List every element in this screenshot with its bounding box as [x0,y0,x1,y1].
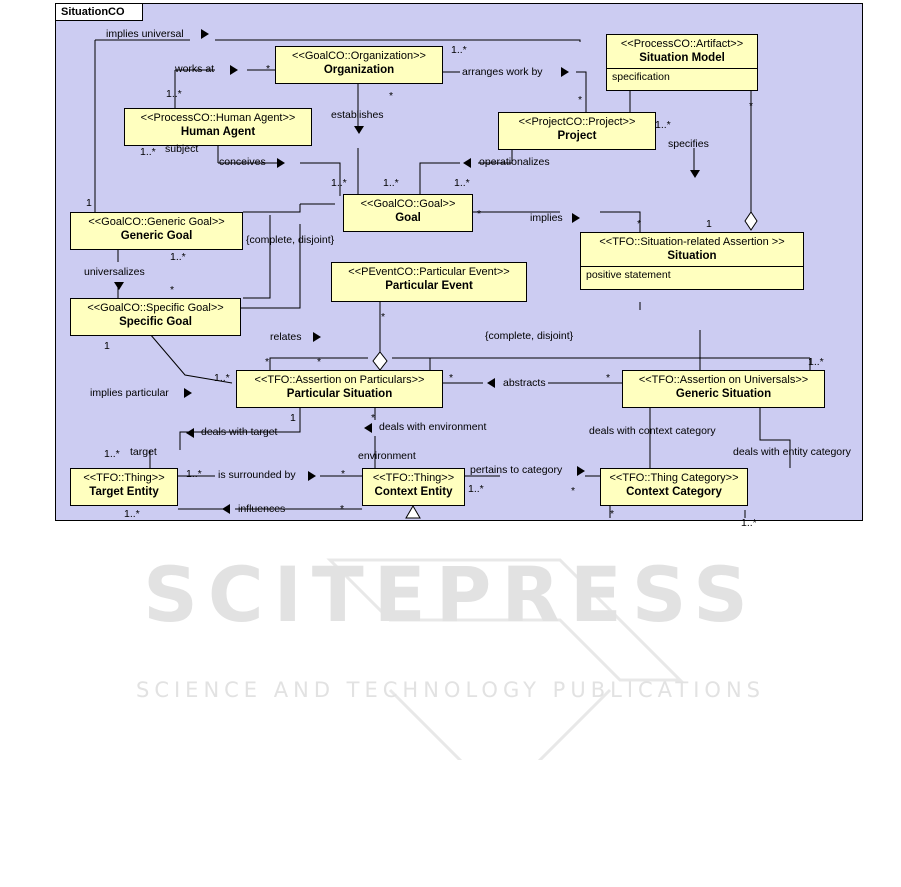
multiplicity: 1 [86,197,92,209]
class-name: Situation Model [639,52,725,64]
class-stereotype: <<ProcessCO::Human Agent>> [140,112,296,124]
multiplicity: * [571,485,576,497]
label-works-at: works at [175,63,215,75]
watermark [0,530,901,760]
direction-arrow-icon [184,388,192,398]
label-implies-particular: implies particular [90,387,169,399]
direction-arrow-icon [313,332,321,342]
class-name: Organization [323,64,395,76]
direction-arrow-icon [561,67,569,77]
label-operationalizes: operationalizes [479,156,550,168]
multiplicity: 1..* [140,146,156,158]
direction-arrow-icon [463,158,471,168]
multiplicity: 1 [104,340,110,352]
direction-arrow-icon [186,428,194,438]
label-deals-with-target: deals with target [201,426,278,438]
watermark-subtitle: SCIENCE AND TECHNOLOGY PUBLICATIONS [135,678,765,702]
class-stereotype: <<TFO::Thing Category>> [609,472,739,484]
label-influences: influences [238,503,286,515]
multiplicity: 1..* [124,508,140,520]
multiplicity: 1..* [186,468,202,480]
multiplicity: 1..* [808,356,824,368]
class-stereotype: <<GoalCO::Goal>> [360,198,456,210]
direction-arrow-icon [572,213,580,223]
direction-arrow-icon [222,504,230,514]
class-context-category[interactable] [600,468,748,506]
class-name: Project [557,130,597,142]
class-generic-situation[interactable] [622,370,825,408]
multiplicity: * [381,311,386,323]
label-specifies: specifies [668,138,709,150]
direction-arrow-icon [201,29,209,39]
multiplicity: 1..* [166,88,182,100]
label-subject: subject [165,143,199,155]
direction-arrow-icon [230,65,238,75]
multiplicity: * [389,90,394,102]
multiplicity: 1 [290,412,296,424]
multiplicity: * [477,208,482,220]
class-stereotype: <<GoalCO::Organization>> [292,50,426,62]
direction-arrow-icon [277,158,285,168]
multiplicity: 1..* [383,177,399,189]
class-stereotype: <<GoalCO::Specific Goal>> [87,302,224,314]
multiplicity: * [637,218,642,230]
multiplicity: 1..* [468,483,484,495]
multiplicity: 1..* [454,177,470,189]
class-name: Specific Goal [119,316,192,328]
multiplicity: * [340,503,345,515]
label-deals-with-environment: deals with environment [379,421,487,433]
class-name: Particular Event [385,280,473,292]
class-human-agent[interactable] [124,108,312,146]
multiplicity: 1..* [451,44,467,56]
multiplicity: 1..* [214,372,230,384]
multiplicity: * [170,284,175,296]
direction-arrow-icon [364,423,372,433]
multiplicity: 1..* [655,119,671,131]
multiplicity: 1..* [331,177,347,189]
class-name: Generic Goal [120,230,193,242]
direction-arrow-icon [487,378,495,388]
label-pertains-to-category: pertains to category [470,464,563,476]
label-deals-with-context-category: deals with context category [589,425,716,437]
class-name: Particular Situation [286,388,393,400]
multiplicity: 1 [706,218,712,230]
class-context-entity[interactable] [362,468,465,506]
multiplicity: 1..* [104,448,120,460]
label-deals-with-entity-category: deals with entity category [733,446,851,458]
class-goal[interactable] [343,194,473,232]
class-particular-situation[interactable] [236,370,443,408]
multiplicity: * [317,356,322,368]
class-situation-model[interactable] [606,34,758,91]
class-stereotype: <<TFO::Assertion on Universals>> [638,374,809,386]
label-abstracts: abstracts [503,377,546,389]
label-complete-disjoint-situation: {complete, disjoint} [485,330,574,342]
class-stereotype: <<TFO::Situation-related Assertion >> [599,236,785,248]
class-stereotype: <<TFO::Assertion on Particulars>> [254,374,425,386]
class-generic-goal[interactable] [70,212,243,250]
multiplicity: * [606,372,611,384]
package-name-tab: SituationCO [55,3,143,21]
direction-arrow-icon [577,466,585,476]
direction-arrow-icon [308,471,316,481]
label-complete-disjoint-goal: {complete, disjoint} [246,234,335,246]
label-relates: relates [270,331,302,343]
multiplicity: * [449,372,454,384]
label-establishes: establishes [331,109,384,121]
class-name: Target Entity [89,486,159,498]
multiplicity: 1..* [170,251,186,263]
class-attribute: specification [607,68,757,86]
label-universalizes: universalizes [84,266,145,278]
class-stereotype: <<PEventCO::Particular Event>> [348,266,510,278]
label-environment: environment [358,450,416,462]
watermark-title: SCITEPRESS [143,550,758,639]
direction-arrow-icon [690,170,700,178]
class-situation[interactable] [580,232,804,290]
multiplicity: * [610,508,615,520]
class-name: Context Category [626,486,722,498]
direction-arrow-icon [114,282,124,290]
label-arranges-work-by: arranges work by [462,66,543,78]
class-stereotype: <<GoalCO::Generic Goal>> [88,216,225,228]
multiplicity: * [371,412,376,424]
label-conceives: conceives [219,156,266,168]
class-name: Generic Situation [675,388,772,400]
label-implies: implies [530,212,563,224]
multiplicity: * [265,356,270,368]
class-particular-event[interactable] [331,262,527,302]
class-name: Human Agent [180,126,256,138]
multiplicity: * [266,63,271,75]
direction-arrow-icon [354,126,364,134]
class-stereotype: <<TFO::Thing>> [372,472,455,484]
class-stereotype: <<ProcessCO::Artifact>> [620,38,744,50]
class-organization[interactable] [275,46,443,84]
class-project[interactable] [498,112,656,150]
class-target-entity[interactable] [70,468,178,506]
class-stereotype: <<TFO::Thing>> [83,472,165,484]
class-name: Context Entity [374,486,453,498]
multiplicity: * [749,100,754,112]
label-target: target [130,446,157,458]
class-attribute: positive statement [581,266,803,284]
label-implies-universal: implies universal [106,28,184,40]
multiplicity: 1..* [741,517,757,529]
label-is-surrounded-by: is surrounded by [218,469,296,481]
class-name: Goal [395,212,421,224]
class-specific-goal[interactable] [70,298,241,336]
multiplicity: * [578,94,583,106]
class-name: Situation [667,250,717,262]
class-stereotype: <<ProjectCO::Project>> [518,116,636,128]
multiplicity: * [341,468,346,480]
